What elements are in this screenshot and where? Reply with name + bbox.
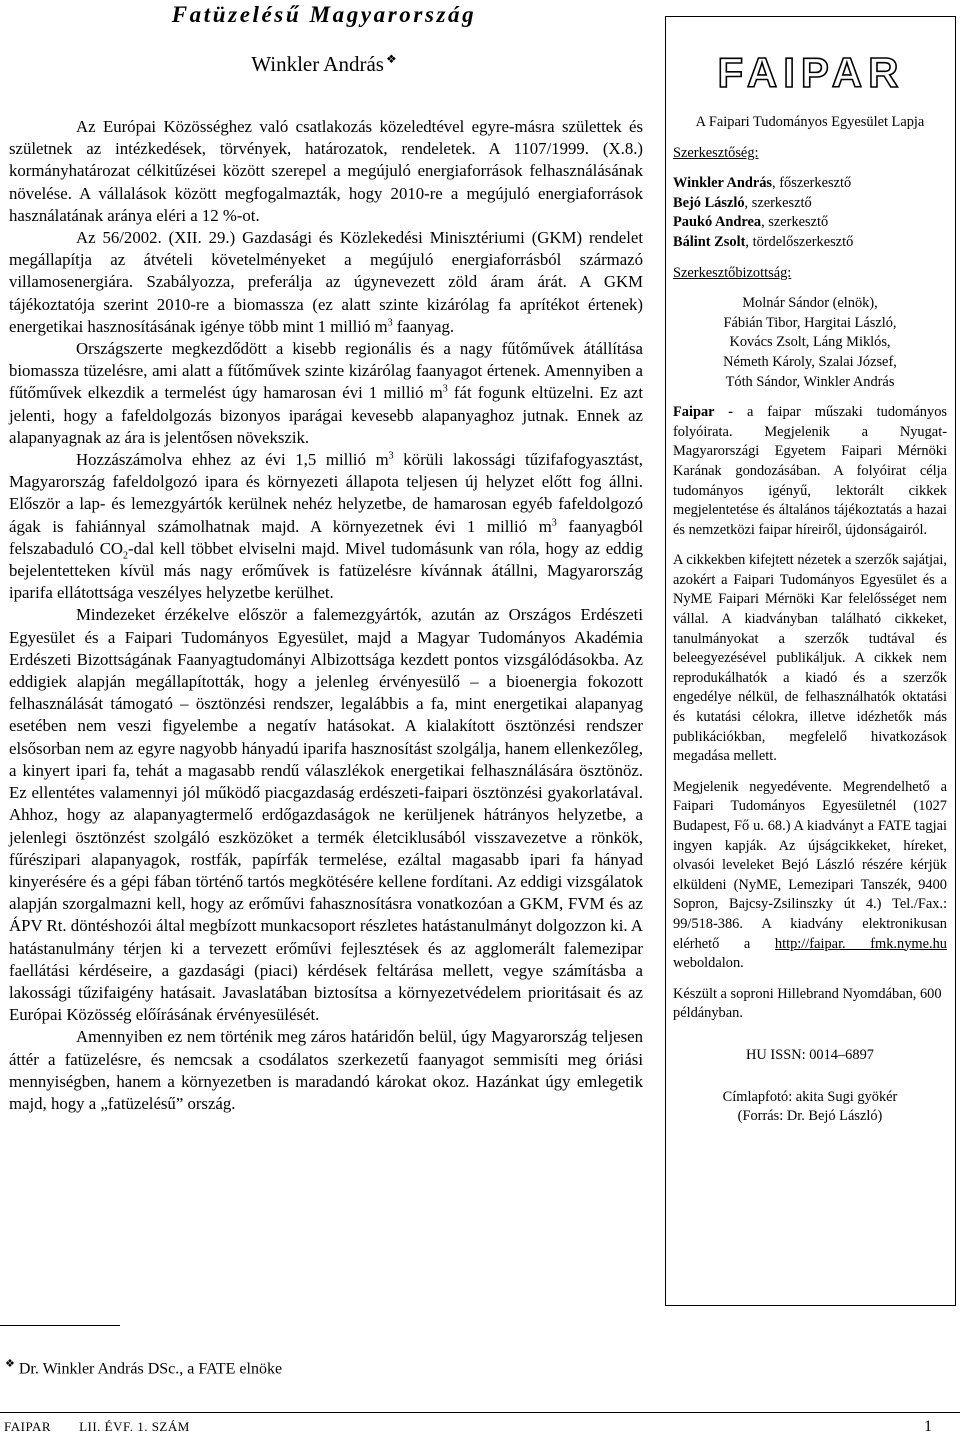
- editor-row: Winkler András, főszerkesztő: [673, 175, 852, 192]
- ordering-info: Megjelenik negyedévente. Megrendelhető a Faipari Tudományos Egyesületnél (1027 Budapest, Fő u. 68.) A kiadványt a FATE tagjai ingyen kapják. Az újságcikkeket, híreket, olvasói leveleket Bejó László részére kérjük elküldeni (NyME, Lemezipari Tanszék, 9400 Sopron, Bajcsy-Zsilinszky út 4.) Tel./Fax.: 99/518-386. A kiadvány elektronikusan elérhető a http://faipar. fmk.nyme.hu weboldalon.: [673, 778, 947, 972]
- board-member-line: Fábián Tibor, Hargitai László,: [723, 314, 897, 331]
- paragraph-4: Hozzászámolva ehhez az évi 1,5 millió $m^3$ körüli lakossági tűzifafogyasztást, Magyarország fafeldolgozó ipara és környezeti állapota teljesen új helyzet előtt fog állni. Először a lap- és lemezgyártók kerülnek nehéz helyzetbe, de hamarosan egyéb fafeldolgozó ágak is fahiánnyal számolhatnak majd. A környezetnek évi 1 millió $m^3$ faanyagból felszabaduló $CO_2$-dal kell többet elviselni majd. Mivel tudomásunk van róla, hogy az eddig bejelentetteken kívül más nagy erőművek is fatüzelésre kívánnak átállni, Magyarország iparifa ellátottsága veszélyes helyzetbe kerülhet.: [9, 450, 643, 603]
- page-number: 1: [924, 1418, 932, 1435]
- editor-row: Paukó Andrea, szerkesztő: [673, 214, 829, 231]
- publisher-line: A Faipari Tudományos Egyesület Lapja: [695, 114, 925, 130]
- editorial-heading: Szerkesztőség:: [673, 144, 759, 161]
- footer-divider: [0, 1412, 960, 1413]
- editor-row: Bejó László, szerkesztő: [673, 194, 812, 211]
- logo-text: FAIPAR: [717, 49, 905, 95]
- website-link[interactable]: http://faipar. fmk.nyme.hu: [774, 935, 947, 952]
- article-body: [9, 116, 643, 1115]
- paragraph-6: Amennyiben ez nem történik meg záros határidőn belül, úgy Magyarország teljesen áttér a fatüzelésre, és nemcsak a csodálatos szerkezetű faanyagot semmisíti meg óriási mennyiségben, hanem a környezetben is maradandó károkat okoz. Hazánkat úgy emlegetik majd, hogy a „fatüzelésű” ország.: [9, 1027, 643, 1113]
- faipar-logo: [698, 49, 924, 95]
- board-member-line: Tóth Sándor, Winkler András: [725, 373, 895, 390]
- masthead-box: [665, 16, 956, 1306]
- footnote-mark-icon: ❖: [385, 52, 397, 66]
- board-member-line: Németh Károly, Szalai József,: [723, 353, 897, 370]
- footer-journal: FAIPAR: [4, 1419, 52, 1434]
- article-author: [0, 52, 648, 77]
- cover-photo-source: (Forrás: Dr. Bejó László): [737, 1108, 883, 1125]
- author-footnote: ❖ Dr. Winkler András DSc., a FATE elnöke: [5, 1358, 283, 1378]
- board-member-line: Kovács Zsolt, Láng Miklós,: [729, 334, 891, 351]
- board-heading: Szerkesztőbizottság:: [673, 264, 792, 281]
- disclaimer: A cikkekben kifejtett nézetek a szerzők sajátjai, azokért a Faipari Tudományos Egyesület és a NyME Faipari Mérnöki Kar felelősséget nem vállal. A kiadványban található cikkeket, tanulmányokat a szerzők tudtával és beleegyezésével publikáljuk. A cikkek nem reprodukálhatók a kiadó és a szerzők engedélye nélkül, de felhasználhatók oktatási és kutatási célokra, illetve idézhetők más publikációkban, megfelelő hivatkozások megadása mellett.: [673, 552, 947, 765]
- article-title: Fatüzelésű Magyarország: [171, 2, 477, 27]
- journal-description: Faipar - a faipar műszaki tudományos folyóirata. Megjelenik a Nyugat-Magyarországi Egyetem Faipari Mérnöki Karának gondozásában. A folyóirat célja tudományos igényű, lektorált cikkek megjelentetése és általános tájékoztatás a hazai és nemzetközi faipar híreiről, újdonságairól.: [673, 404, 947, 538]
- footnote-mark-icon: ❖: [5, 1358, 15, 1370]
- paragraph-3: Országszerte megkezdődött a kisebb regionális és a nagy fűtőművek átállítása biomassza tüzelésre, ami alatt a fűtőművek szinte kizárólag faanyagot értenek. Amennyiben a fűtőművek elkezdik a termelést úgy hamarosan évi 1 millió $m^3$ fát fogunk eltüzelni. Ez azt jelenti, hogy a fafeldolgozás bizonyos iparágai kevesebb alapanyaghoz jutnak. Ennek az alapanyagnak az ára is jelentősen növekszik.: [9, 339, 643, 447]
- printer-info: Készült a soproni Hillebrand Nyomdában, 600 példányban.: [673, 985, 942, 1022]
- board-member-line: Molnár Sándor (elnök),: [742, 295, 878, 312]
- author-name: Winkler András: [251, 52, 384, 76]
- cover-photo-caption: Címlapfotó: akita Sugi gyökér: [722, 1088, 898, 1105]
- footnote-divider: [0, 1325, 120, 1326]
- masthead-content: [673, 113, 947, 1127]
- running-footer: [4, 1418, 190, 1436]
- paragraph-2: Az 56/2002. (XII. 29.) Gazdasági és Közlekedési Minisztériumi (GKM) rendelet megállapítja az átvételi követelményeket a megújuló energiaforrásból származó villamosenergiára. Szabályozza, preferálja az úgynevezett zöld áram árát. A GKM tájékoztatója szerint 2010-re a biomassza (ez alatt szinte kizárólag fa aprítékot értenek) energetikai hasznosításának igénye több mint 1 millió $m^3$ faanyag.: [9, 228, 643, 336]
- footer-volume: LII. ÉVF. 1. SZÁM: [79, 1419, 190, 1434]
- editor-row: Bálint Zsolt, tördelőszerkesztő: [673, 233, 854, 250]
- issn: HU ISSN: 0014–6897: [746, 1046, 874, 1063]
- paragraph-1: Az Európai Közösséghez való csatlakozás közeledtével egyre-másra születtek és születnek az intézkedések, törvények, határozatok, rendeletek. A 1107/1999. (X.8.) kormányhatározat célkitűzései között szerepel a megújuló energiaforrások felhasználásának növelése. A vállalások között megfogalmazták, hogy 2010-re a megújuló energiaforrások használatának aránya eléri a 12 %-ot.: [9, 117, 643, 225]
- paragraph-5: Mindezeket érzékelve először a falemezgyártók, azután az Országos Erdészeti Egyesület és a Faipari Tudományos Egyesület, majd a Magyar Tudományos Akadémia Erdészeti Bizottságának Faanyagtudományi Albizottsága kezdett pontos vizsgálódásokba. Az eddigiek alapján megállapították, hogy a jelenleg érvényesülő – a bioenergia fokozott felhasználását támogató – ösztönzési rendszer, legalábbis a fa, mint energetikai alapanyag esetében nem veszi figyelembe a negatív hatásokat. A kialakított ösztönzési rendszer elsősorban nem az egyre nagyobb hányadú iparifa hasznosítást szolgálja, hanem ellenkezőleg, a kinyert ipari fa, tehát a magasabb rendű válaszlékok energetikai felhasználására ösztönöz. Ez ellentétes valamennyi jól működő piacgazdaság erdészeti-faipari ösztönzési gyakorlatával. Ahhoz, hogy az alapanyagtermelő erdőgazdaságok ne kerüljenek hátrányos helyzetbe, a jelenlegi ösztönzést szolgáló eszközöket a termék életciklusából visszavezetve a rönkök, fűrészipari alapanyagok, rostfák, papírfák termelése, ezáltal magasabb ipari fa hányad kinyerésére és a gépi fában történő tartós megkötésére kellene fordítani. Az eddigi vizsgálatok alapján szorgalmazni kell, hogy az erőművi fahasznosításra vonatkozóan a GKM, FVM és az ÁPV Rt. döntéshozói által megbízott munkacsoport részletes hatástanulmányt dolgozzon ki. A hatástanulmány térjen ki a tervezett erőművi fejlesztések és az agglomerált falemezipar faellátási kérdéseire, a gazdasági (piaci) kérdések feltárása mellett, vegye számításba a lakossági tűzifaigény hatásait. Javaslatában biztosítsa a környezetvédelem prioritásait és az Európai Közösség előírásának érvényesülését.: [9, 605, 643, 1025]
